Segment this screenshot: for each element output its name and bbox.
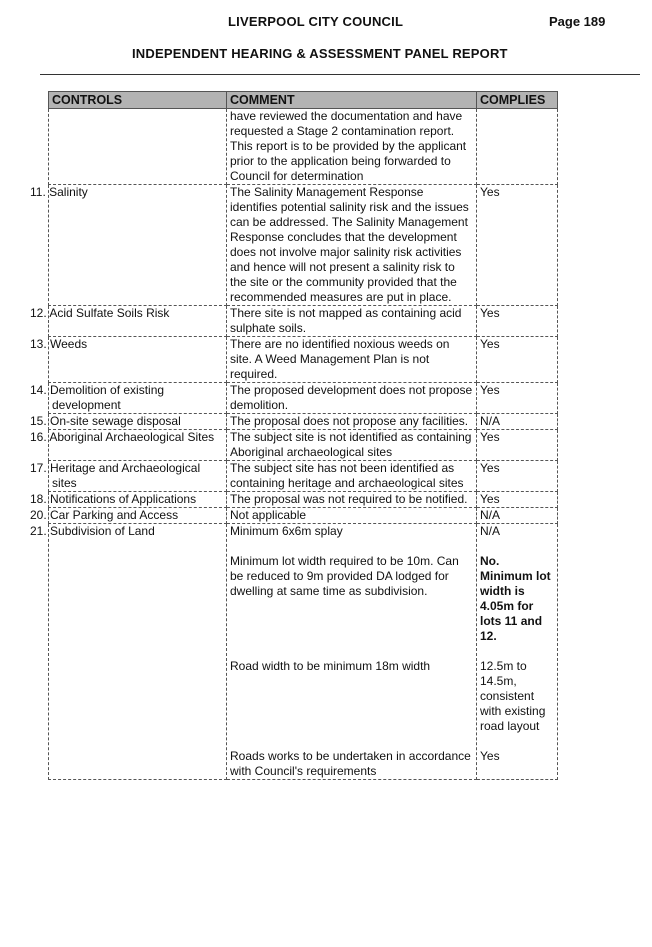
table-row xyxy=(49,414,558,430)
complies-cell: N/A xyxy=(477,508,558,524)
report-title: INDEPENDENT HEARING & ASSESSMENT PANEL REPORT xyxy=(132,46,508,61)
comment-cell: The proposal was not required to be notified. xyxy=(227,492,477,508)
header-comment: COMMENT xyxy=(227,92,477,109)
complies-cell: Yes xyxy=(477,306,558,337)
comment-cell: The proposed development does not propose demolition. xyxy=(227,383,477,414)
subdivision-complies-road-width: 12.5m to 14.5m, consistent with existing road layout xyxy=(480,659,546,733)
control-cell: 11. Salinity xyxy=(49,185,227,306)
subdivision-comment-road-works: Roads works to be undertaken in accordance with Council's requirements xyxy=(230,749,471,778)
comment-cell: The subject site has not been identified as containing heritage and archaeological sites xyxy=(227,461,477,492)
header-divider xyxy=(40,74,640,75)
table-row xyxy=(49,430,558,461)
control-cell: 13. Weeds xyxy=(49,337,227,383)
table-row-subdivision xyxy=(49,524,558,780)
complies-cell: Yes xyxy=(477,430,558,461)
subdivision-complies-lot-width: No. Minimum lot width is 4.05m for lots 11 and 12. xyxy=(480,554,551,643)
complies-cell: N/A xyxy=(477,414,558,430)
control-cell: 20. Car Parking and Access xyxy=(49,508,227,524)
table-row xyxy=(49,383,558,414)
comment-cell: The subject site is not identified as containing Aboriginal archaeological sites xyxy=(227,430,477,461)
table-header-row xyxy=(49,92,558,109)
comment-cell: There are no identified noxious weeds on site. A Weed Management Plan is not required. xyxy=(227,337,477,383)
comment-cell: There site is not mapped as containing acid sulphate soils. xyxy=(227,306,477,337)
control-cell: 12. Acid Sulfate Soils Risk xyxy=(49,306,227,337)
control-cell: 15. On-site sewage disposal xyxy=(49,414,227,430)
subdivision-comment-road-width: Road width to be minimum 18m width xyxy=(230,659,431,673)
control-cell: 14. Demolition of existing development xyxy=(49,383,227,414)
comment-cell xyxy=(227,524,477,780)
control-cell: 18. Notifications of Applications xyxy=(49,492,227,508)
subdivision-complies-road-works: Yes xyxy=(480,749,500,763)
header-controls: CONTROLS xyxy=(49,92,227,109)
table-row xyxy=(49,461,558,492)
subdivision-comment-splay: Minimum 6x6m splay xyxy=(230,524,343,538)
complies-cell: Yes xyxy=(477,492,558,508)
table-row xyxy=(49,492,558,508)
subdivision-complies-splay: N/A xyxy=(480,524,501,538)
comment-cell: The proposal does not propose any facilities. xyxy=(227,414,477,430)
comment-cell: Not applicable xyxy=(227,508,477,524)
page-number: Page 189 xyxy=(549,14,606,29)
header-complies: COMPLIES xyxy=(477,92,558,109)
control-cell xyxy=(49,109,227,185)
comment-cell: The Salinity Management Response identifies potential salinity risk and the issues can be addressed. The Salinity Management Response concludes that the development does not involve major salinity risk activities and hence will not present a salinity risk to the site or the community provided that the recommended measures are put in place. xyxy=(227,185,477,306)
complies-cell: Yes xyxy=(477,337,558,383)
subdivision-comment-lot-width: Minimum lot width required to be 10m. Can be reduced to 9m provided DA lodged for dwelling at same time as subdivision. xyxy=(230,554,459,598)
control-cell: 16. Aboriginal Archaeological Sites xyxy=(49,430,227,461)
table-row xyxy=(49,306,558,337)
table-row xyxy=(49,185,558,306)
complies-cell xyxy=(477,109,558,185)
complies-cell: Yes xyxy=(477,383,558,414)
comment-cell: have reviewed the documentation and have requested a Stage 2 contamination report. This report is to be provided by the applicant prior to the application being forwarded to Council for determination xyxy=(227,109,477,185)
table-row xyxy=(49,337,558,383)
control-cell: 21. Subdivision of Land xyxy=(49,524,227,780)
control-cell: 17. Heritage and Archaeological sites xyxy=(49,461,227,492)
controls-table xyxy=(30,91,558,780)
table-row xyxy=(49,109,558,185)
complies-cell: Yes xyxy=(477,461,558,492)
complies-cell: Yes xyxy=(477,185,558,306)
table-row xyxy=(49,508,558,524)
complies-cell xyxy=(477,524,558,780)
council-name: LIVERPOOL CITY COUNCIL xyxy=(228,14,404,29)
